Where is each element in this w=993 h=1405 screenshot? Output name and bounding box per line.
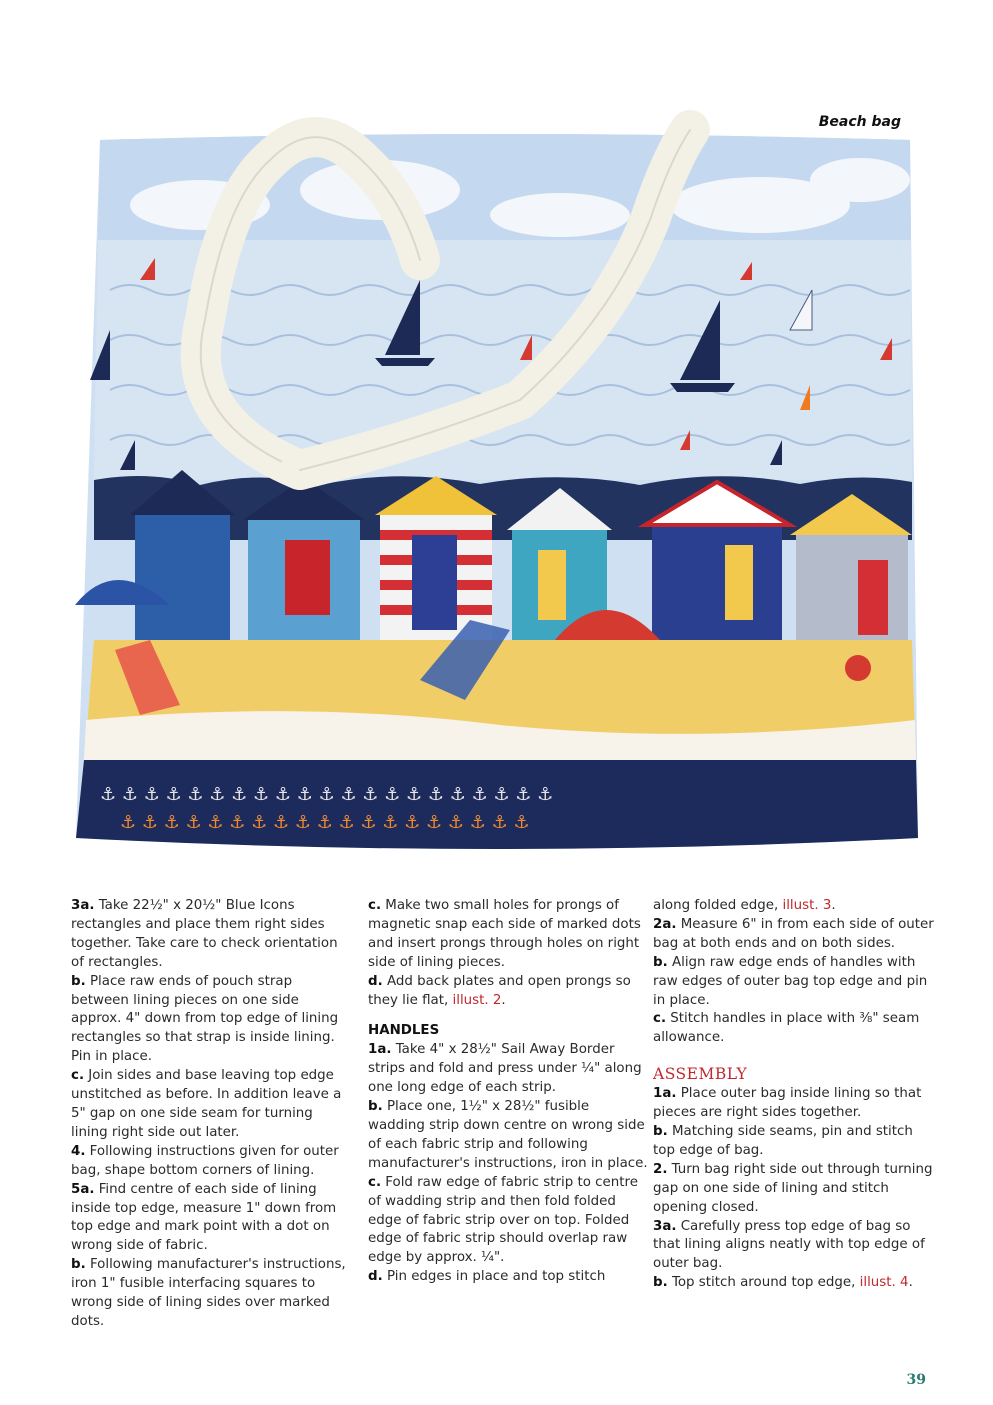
photo-caption: Beach bag — [818, 114, 901, 130]
assembly-step-1a: 1a. Place outer bag inside lining so that pieces are right sides together. — [653, 1086, 922, 1121]
assembly-step-3a: 3a. Carefully press top edge of bag so that lining aligns neatly with top edge of outer bag. — [653, 1218, 925, 1272]
handles-step-2b: b. Align raw edge ends of handles with raw edges of outer bag top edge and pin in place. — [653, 954, 928, 1008]
step-3c: c. Join sides and base leaving top edge unstitched as before. In addition leave a 5" gap on one side seam for turning lining right side out later. — [71, 1068, 342, 1140]
handles-heading: HANDLES — [368, 1023, 440, 1039]
step-5d: d. Add back plates and open prongs so they lie flat, illust. 2. — [368, 973, 631, 1008]
column-3 — [653, 897, 935, 1293]
step-3a: 3a. Take 22½" x 20½" Blue Icons rectangles and place them right sides together. Take care to check orientation of rectangles. — [71, 898, 338, 970]
handles-step-2a: 2a. Measure 6" in from each side of outer bag at both ends and on both sides. — [653, 916, 934, 951]
step-5a: 5a. Find centre of each side of lining inside top edge, measure 1" down from top edge and mark point with a dot on wrong side of fabric. — [71, 1181, 337, 1254]
svg-text:⚓ ⚓ ⚓ ⚓ ⚓ ⚓ ⚓ ⚓ ⚓: ⚓ ⚓ ⚓ ⚓ ⚓ ⚓ ⚓ ⚓ ⚓ ⚓ ⚓ ⚓ ⚓ ⚓ ⚓ ⚓ ⚓ ⚓ ⚓ — [120, 812, 530, 833]
illust-4-link: illust. 4 — [859, 1275, 909, 1291]
step-5c: c. Make two small holes for prongs of magnetic snap each side of marked dots and insert prongs through holes on right side of lining pieces. — [368, 898, 641, 970]
step-4: 4. Following instructions given for outer bag, shape bottom corners of lining. — [71, 1143, 339, 1178]
column-2 — [368, 897, 650, 1287]
column-1 — [71, 897, 353, 1332]
assembly-step-2: 2. Turn bag right side out through turning gap on one side of lining and stitch opening closed. — [653, 1161, 933, 1215]
handles-step-2c: c. Stitch handles in place with ⅜" seam allowance. — [653, 1011, 920, 1046]
assembly-step-3b: b. Top stitch around top edge, illust. 4. — [653, 1275, 913, 1291]
handles-step-1d: d. Pin edges in place and top stitch — [368, 1269, 606, 1285]
illust-2-link: illust. 2 — [452, 992, 502, 1008]
illust-3-link: illust. 3 — [782, 898, 832, 913]
handles-step-1c: c. Fold raw edge of fabric strip to centre of wadding strip and then fold folded edge of fabric strip over on top. Folded edge of fabric strip should overlap raw edge by approx. ¼". — [368, 1174, 638, 1266]
page-number: 39 — [906, 1372, 926, 1388]
handles-step-1a: 1a. Take 4" x 28½" Sail Away Border strips and fold and press under ¼" along one long edge of each strip. — [368, 1042, 642, 1096]
assembly-step-1b: b. Matching side seams, pin and stitch top edge of bag. — [653, 1123, 913, 1158]
assembly-heading: ASSEMBLY — [653, 1065, 748, 1084]
handles-step-1b: b. Place one, 1½" x 28½" fusible wadding strip down centre on wrong side of each fabric strip and following manufacturer's instructions, iron in place. — [368, 1099, 648, 1171]
bag-body — [75, 134, 918, 849]
step-5b: b. Following manufacturer's instructions, iron 1" fusible interfacing squares to wrong side of lining sides over marked dots. — [71, 1257, 346, 1329]
handles-step-1d-cont: along folded edge, illust. 3. — [653, 898, 836, 913]
step-3b: b. Place raw ends of pouch strap between lining pieces on one side approx. 4" down from top edge of lining rectangles so that strap is inside lining. Pin in place. — [71, 973, 339, 1065]
svg-text:⚓ ⚓ ⚓ ⚓ ⚓ ⚓ ⚓ ⚓ ⚓: ⚓ ⚓ ⚓ ⚓ ⚓ ⚓ ⚓ ⚓ ⚓ ⚓ ⚓ ⚓ ⚓ ⚓ ⚓ ⚓ ⚓ ⚓ ⚓ ⚓ ⚓ — [100, 784, 554, 805]
